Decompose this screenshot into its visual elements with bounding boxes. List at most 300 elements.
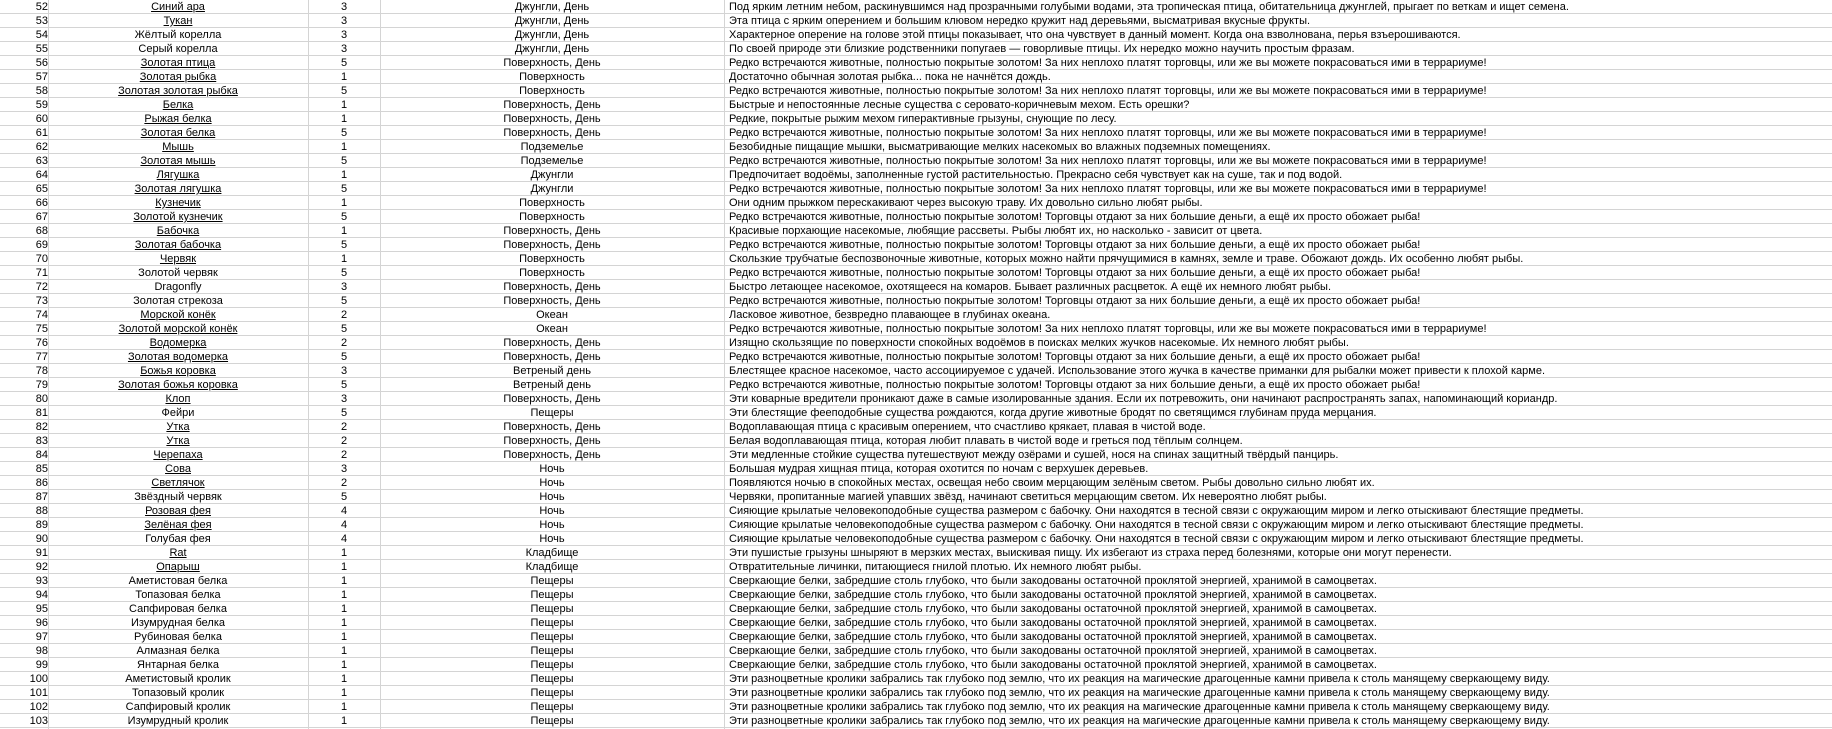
name-link[interactable]: Тукан xyxy=(163,15,193,27)
description-cell[interactable] xyxy=(729,420,1829,434)
name-cell[interactable] xyxy=(48,42,308,56)
rarity-cell[interactable] xyxy=(308,532,380,546)
name-cell[interactable] xyxy=(48,140,308,154)
location-cell[interactable] xyxy=(380,644,724,658)
table-row[interactable] xyxy=(0,644,1832,658)
description-cell[interactable] xyxy=(729,308,1829,322)
table-row[interactable] xyxy=(0,448,1832,462)
rarity-cell[interactable] xyxy=(308,252,380,266)
name-link[interactable]: Морской конёк xyxy=(140,309,216,321)
row-number-cell[interactable] xyxy=(0,574,48,588)
table-row[interactable] xyxy=(0,518,1832,532)
description-cell[interactable] xyxy=(729,532,1829,546)
location-cell[interactable] xyxy=(380,224,724,238)
description-cell[interactable] xyxy=(729,560,1829,574)
table-row[interactable] xyxy=(0,714,1832,728)
location-cell[interactable] xyxy=(380,364,724,378)
location-cell[interactable] xyxy=(380,28,724,42)
table-row[interactable] xyxy=(0,0,1832,14)
name-cell[interactable] xyxy=(48,462,308,476)
name-link[interactable]: Золотая белка xyxy=(140,127,216,139)
rarity-cell[interactable] xyxy=(308,714,380,728)
rarity-cell[interactable] xyxy=(308,168,380,182)
name-cell[interactable] xyxy=(48,518,308,532)
table-row[interactable] xyxy=(0,266,1832,280)
location-cell[interactable] xyxy=(380,182,724,196)
location-cell[interactable] xyxy=(380,84,724,98)
name-link[interactable]: Черепаха xyxy=(153,449,203,461)
row-number-cell[interactable] xyxy=(0,602,48,616)
location-cell[interactable] xyxy=(380,686,724,700)
description-cell[interactable] xyxy=(729,210,1829,224)
description-cell[interactable] xyxy=(729,350,1829,364)
row-number-cell[interactable] xyxy=(0,532,48,546)
location-cell[interactable] xyxy=(380,322,724,336)
description-cell[interactable] xyxy=(729,0,1829,14)
table-row[interactable] xyxy=(0,238,1832,252)
location-cell[interactable] xyxy=(380,504,724,518)
description-cell[interactable] xyxy=(729,658,1829,672)
description-cell[interactable] xyxy=(729,84,1829,98)
name-cell[interactable] xyxy=(48,406,308,420)
description-cell[interactable] xyxy=(729,280,1829,294)
name-link[interactable]: Золотая водомерка xyxy=(127,351,229,363)
table-row[interactable] xyxy=(0,574,1832,588)
rarity-cell[interactable] xyxy=(308,336,380,350)
name-link[interactable]: Белка xyxy=(162,99,194,111)
description-cell[interactable] xyxy=(729,518,1829,532)
row-number-cell[interactable] xyxy=(0,630,48,644)
location-cell[interactable] xyxy=(380,448,724,462)
name-cell[interactable] xyxy=(48,252,308,266)
row-number-cell[interactable] xyxy=(0,84,48,98)
row-number-cell[interactable] xyxy=(0,294,48,308)
table-row[interactable] xyxy=(0,616,1832,630)
rarity-cell[interactable] xyxy=(308,406,380,420)
name-cell[interactable] xyxy=(48,196,308,210)
row-number-cell[interactable] xyxy=(0,322,48,336)
name-cell[interactable] xyxy=(48,84,308,98)
description-cell[interactable] xyxy=(729,294,1829,308)
rarity-cell[interactable] xyxy=(308,112,380,126)
row-number-cell[interactable] xyxy=(0,336,48,350)
name-cell[interactable] xyxy=(48,182,308,196)
name-link[interactable]: Золотой морской конёк xyxy=(118,323,238,335)
rarity-cell[interactable] xyxy=(308,308,380,322)
row-number-cell[interactable] xyxy=(0,14,48,28)
name-cell[interactable] xyxy=(48,448,308,462)
name-link[interactable]: Сова xyxy=(165,463,191,475)
description-cell[interactable] xyxy=(729,574,1829,588)
row-number-cell[interactable] xyxy=(0,392,48,406)
table-row[interactable] xyxy=(0,182,1832,196)
rarity-cell[interactable] xyxy=(308,504,380,518)
rarity-cell[interactable] xyxy=(308,392,380,406)
name-link[interactable]: Rat xyxy=(169,547,187,559)
name-cell[interactable] xyxy=(48,616,308,630)
rarity-cell[interactable] xyxy=(308,700,380,714)
name-cell[interactable] xyxy=(48,210,308,224)
description-cell[interactable] xyxy=(729,490,1829,504)
description-cell[interactable] xyxy=(729,616,1829,630)
name-cell[interactable] xyxy=(48,112,308,126)
rarity-cell[interactable] xyxy=(308,42,380,56)
name-link[interactable]: Золотой кузнечик xyxy=(133,211,223,223)
rarity-cell[interactable] xyxy=(308,14,380,28)
rarity-cell[interactable] xyxy=(308,224,380,238)
table-row[interactable] xyxy=(0,98,1832,112)
description-cell[interactable] xyxy=(729,434,1829,448)
rarity-cell[interactable] xyxy=(308,84,380,98)
location-cell[interactable] xyxy=(380,560,724,574)
table-row[interactable] xyxy=(0,224,1832,238)
row-number-cell[interactable] xyxy=(0,686,48,700)
description-cell[interactable] xyxy=(729,224,1829,238)
row-number-cell[interactable] xyxy=(0,196,48,210)
name-cell[interactable] xyxy=(48,504,308,518)
row-number-cell[interactable] xyxy=(0,238,48,252)
rarity-cell[interactable] xyxy=(308,266,380,280)
rarity-cell[interactable] xyxy=(308,630,380,644)
description-cell[interactable] xyxy=(729,14,1829,28)
table-row[interactable] xyxy=(0,294,1832,308)
row-number-cell[interactable] xyxy=(0,658,48,672)
row-number-cell[interactable] xyxy=(0,126,48,140)
description-cell[interactable] xyxy=(729,196,1829,210)
table-row[interactable] xyxy=(0,28,1832,42)
description-cell[interactable] xyxy=(729,672,1829,686)
location-cell[interactable] xyxy=(380,350,724,364)
name-cell[interactable] xyxy=(48,658,308,672)
name-link[interactable]: Мышь xyxy=(162,141,194,153)
table-row[interactable] xyxy=(0,168,1832,182)
location-cell[interactable] xyxy=(380,532,724,546)
location-cell[interactable] xyxy=(380,392,724,406)
name-link[interactable]: Золотая бабочка xyxy=(134,239,222,251)
location-cell[interactable] xyxy=(380,70,724,84)
location-cell[interactable] xyxy=(380,490,724,504)
name-cell[interactable] xyxy=(48,154,308,168)
row-number-cell[interactable] xyxy=(0,448,48,462)
rarity-cell[interactable] xyxy=(308,56,380,70)
row-number-cell[interactable] xyxy=(0,518,48,532)
location-cell[interactable] xyxy=(380,154,724,168)
rarity-cell[interactable] xyxy=(308,560,380,574)
rarity-cell[interactable] xyxy=(308,154,380,168)
table-row[interactable] xyxy=(0,14,1832,28)
row-number-cell[interactable] xyxy=(0,378,48,392)
name-cell[interactable] xyxy=(48,280,308,294)
rarity-cell[interactable] xyxy=(308,476,380,490)
row-number-cell[interactable] xyxy=(0,0,48,14)
table-row[interactable] xyxy=(0,154,1832,168)
location-cell[interactable] xyxy=(380,588,724,602)
location-cell[interactable] xyxy=(380,602,724,616)
name-cell[interactable] xyxy=(48,588,308,602)
row-number-cell[interactable] xyxy=(0,644,48,658)
name-cell[interactable] xyxy=(48,350,308,364)
name-link[interactable]: Клоп xyxy=(165,393,191,405)
description-cell[interactable] xyxy=(729,392,1829,406)
table-row[interactable] xyxy=(0,252,1832,266)
description-cell[interactable] xyxy=(729,462,1829,476)
name-cell[interactable] xyxy=(48,574,308,588)
name-link[interactable]: Светлячок xyxy=(151,477,205,489)
row-number-cell[interactable] xyxy=(0,112,48,126)
name-cell[interactable] xyxy=(48,672,308,686)
name-link[interactable]: Золотая мышь xyxy=(140,155,216,167)
name-cell[interactable] xyxy=(48,420,308,434)
description-cell[interactable] xyxy=(729,700,1829,714)
description-cell[interactable] xyxy=(729,98,1829,112)
table-row[interactable] xyxy=(0,462,1832,476)
table-row[interactable] xyxy=(0,686,1832,700)
location-cell[interactable] xyxy=(380,616,724,630)
description-cell[interactable] xyxy=(729,378,1829,392)
rarity-cell[interactable] xyxy=(308,448,380,462)
name-link[interactable]: Золотая золотая рыбка xyxy=(118,85,238,97)
location-cell[interactable] xyxy=(380,196,724,210)
location-cell[interactable] xyxy=(380,252,724,266)
name-cell[interactable] xyxy=(48,266,308,280)
description-cell[interactable] xyxy=(729,140,1829,154)
table-row[interactable] xyxy=(0,322,1832,336)
row-number-cell[interactable] xyxy=(0,252,48,266)
name-link[interactable]: Синий ара xyxy=(151,1,205,13)
table-row[interactable] xyxy=(0,42,1832,56)
name-link[interactable]: Кузнечик xyxy=(155,197,201,209)
table-row[interactable] xyxy=(0,280,1832,294)
rarity-cell[interactable] xyxy=(308,294,380,308)
rarity-cell[interactable] xyxy=(308,350,380,364)
name-cell[interactable] xyxy=(48,0,308,14)
location-cell[interactable] xyxy=(380,574,724,588)
table-row[interactable] xyxy=(0,140,1832,154)
description-cell[interactable] xyxy=(729,266,1829,280)
location-cell[interactable] xyxy=(380,434,724,448)
rarity-cell[interactable] xyxy=(308,420,380,434)
description-cell[interactable] xyxy=(729,252,1829,266)
description-cell[interactable] xyxy=(729,644,1829,658)
name-cell[interactable] xyxy=(48,28,308,42)
location-cell[interactable] xyxy=(380,658,724,672)
name-cell[interactable] xyxy=(48,602,308,616)
name-cell[interactable] xyxy=(48,238,308,252)
rarity-cell[interactable] xyxy=(308,0,380,14)
rarity-cell[interactable] xyxy=(308,616,380,630)
rarity-cell[interactable] xyxy=(308,280,380,294)
table-row[interactable] xyxy=(0,406,1832,420)
location-cell[interactable] xyxy=(380,42,724,56)
rarity-cell[interactable] xyxy=(308,182,380,196)
row-number-cell[interactable] xyxy=(0,210,48,224)
table-row[interactable] xyxy=(0,392,1832,406)
rarity-cell[interactable] xyxy=(308,378,380,392)
row-number-cell[interactable] xyxy=(0,700,48,714)
location-cell[interactable] xyxy=(380,238,724,252)
name-cell[interactable] xyxy=(48,98,308,112)
row-number-cell[interactable] xyxy=(0,350,48,364)
description-cell[interactable] xyxy=(729,154,1829,168)
name-link[interactable]: Рыжая белка xyxy=(144,113,212,125)
description-cell[interactable] xyxy=(729,476,1829,490)
table-row[interactable] xyxy=(0,476,1832,490)
location-cell[interactable] xyxy=(380,280,724,294)
table-row[interactable] xyxy=(0,434,1832,448)
rarity-cell[interactable] xyxy=(308,658,380,672)
location-cell[interactable] xyxy=(380,630,724,644)
location-cell[interactable] xyxy=(380,462,724,476)
table-row[interactable] xyxy=(0,336,1832,350)
rarity-cell[interactable] xyxy=(308,196,380,210)
name-link[interactable]: Розовая фея xyxy=(145,505,211,517)
row-number-cell[interactable] xyxy=(0,546,48,560)
name-link[interactable]: Утка xyxy=(166,421,190,433)
row-number-cell[interactable] xyxy=(0,182,48,196)
location-cell[interactable] xyxy=(380,112,724,126)
name-link[interactable]: Золотая птица xyxy=(140,57,216,69)
rarity-cell[interactable] xyxy=(308,462,380,476)
row-number-cell[interactable] xyxy=(0,616,48,630)
description-cell[interactable] xyxy=(729,546,1829,560)
description-cell[interactable] xyxy=(729,182,1829,196)
location-cell[interactable] xyxy=(380,406,724,420)
rarity-cell[interactable] xyxy=(308,602,380,616)
row-number-cell[interactable] xyxy=(0,42,48,56)
location-cell[interactable] xyxy=(380,266,724,280)
location-cell[interactable] xyxy=(380,140,724,154)
rarity-cell[interactable] xyxy=(308,686,380,700)
row-number-cell[interactable] xyxy=(0,504,48,518)
table-row[interactable] xyxy=(0,630,1832,644)
location-cell[interactable] xyxy=(380,336,724,350)
name-link[interactable]: Утка xyxy=(166,435,190,447)
table-row[interactable] xyxy=(0,588,1832,602)
rarity-cell[interactable] xyxy=(308,210,380,224)
name-cell[interactable] xyxy=(48,714,308,728)
table-row[interactable] xyxy=(0,210,1832,224)
location-cell[interactable] xyxy=(380,0,724,14)
name-link[interactable]: Золотая лягушка xyxy=(134,183,222,195)
table-row[interactable] xyxy=(0,84,1832,98)
row-number-cell[interactable] xyxy=(0,224,48,238)
name-cell[interactable] xyxy=(48,686,308,700)
name-cell[interactable] xyxy=(48,392,308,406)
description-cell[interactable] xyxy=(729,504,1829,518)
row-number-cell[interactable] xyxy=(0,280,48,294)
table-row[interactable] xyxy=(0,308,1832,322)
row-number-cell[interactable] xyxy=(0,462,48,476)
table-row[interactable] xyxy=(0,420,1832,434)
location-cell[interactable] xyxy=(380,378,724,392)
name-cell[interactable] xyxy=(48,322,308,336)
row-number-cell[interactable] xyxy=(0,154,48,168)
description-cell[interactable] xyxy=(729,322,1829,336)
table-row[interactable] xyxy=(0,56,1832,70)
description-cell[interactable] xyxy=(729,602,1829,616)
description-cell[interactable] xyxy=(729,630,1829,644)
row-number-cell[interactable] xyxy=(0,714,48,728)
row-number-cell[interactable] xyxy=(0,490,48,504)
table-row[interactable] xyxy=(0,378,1832,392)
name-cell[interactable] xyxy=(48,336,308,350)
row-number-cell[interactable] xyxy=(0,308,48,322)
description-cell[interactable] xyxy=(729,714,1829,728)
table-row[interactable] xyxy=(0,504,1832,518)
name-cell[interactable] xyxy=(48,56,308,70)
table-row[interactable] xyxy=(0,658,1832,672)
rarity-cell[interactable] xyxy=(308,98,380,112)
table-row[interactable] xyxy=(0,546,1832,560)
description-cell[interactable] xyxy=(729,168,1829,182)
rarity-cell[interactable] xyxy=(308,140,380,154)
row-number-cell[interactable] xyxy=(0,560,48,574)
rarity-cell[interactable] xyxy=(308,434,380,448)
name-link[interactable]: Божья коровка xyxy=(140,365,216,377)
rarity-cell[interactable] xyxy=(308,644,380,658)
name-link[interactable]: Водомерка xyxy=(149,337,207,349)
table-row[interactable] xyxy=(0,532,1832,546)
location-cell[interactable] xyxy=(380,546,724,560)
table-row[interactable] xyxy=(0,350,1832,364)
row-number-cell[interactable] xyxy=(0,28,48,42)
rarity-cell[interactable] xyxy=(308,518,380,532)
rarity-cell[interactable] xyxy=(308,28,380,42)
table-row[interactable] xyxy=(0,700,1832,714)
table-row[interactable] xyxy=(0,70,1832,84)
row-number-cell[interactable] xyxy=(0,476,48,490)
location-cell[interactable] xyxy=(380,700,724,714)
description-cell[interactable] xyxy=(729,112,1829,126)
row-number-cell[interactable] xyxy=(0,98,48,112)
rarity-cell[interactable] xyxy=(308,588,380,602)
location-cell[interactable] xyxy=(380,714,724,728)
description-cell[interactable] xyxy=(729,70,1829,84)
table-row[interactable] xyxy=(0,560,1832,574)
rarity-cell[interactable] xyxy=(308,322,380,336)
description-cell[interactable] xyxy=(729,336,1829,350)
row-number-cell[interactable] xyxy=(0,266,48,280)
description-cell[interactable] xyxy=(729,364,1829,378)
name-cell[interactable] xyxy=(48,70,308,84)
location-cell[interactable] xyxy=(380,14,724,28)
location-cell[interactable] xyxy=(380,672,724,686)
description-cell[interactable] xyxy=(729,686,1829,700)
location-cell[interactable] xyxy=(380,420,724,434)
description-cell[interactable] xyxy=(729,28,1829,42)
location-cell[interactable] xyxy=(380,126,724,140)
table-row[interactable] xyxy=(0,672,1832,686)
rarity-cell[interactable] xyxy=(308,364,380,378)
name-link[interactable]: Золотая рыбка xyxy=(139,71,217,83)
row-number-cell[interactable] xyxy=(0,70,48,84)
name-cell[interactable] xyxy=(48,126,308,140)
name-cell[interactable] xyxy=(48,378,308,392)
name-cell[interactable] xyxy=(48,364,308,378)
row-number-cell[interactable] xyxy=(0,140,48,154)
table-row[interactable] xyxy=(0,196,1832,210)
row-number-cell[interactable] xyxy=(0,588,48,602)
name-cell[interactable] xyxy=(48,532,308,546)
row-number-cell[interactable] xyxy=(0,420,48,434)
table-row[interactable] xyxy=(0,112,1832,126)
description-cell[interactable] xyxy=(729,448,1829,462)
description-cell[interactable] xyxy=(729,56,1829,70)
row-number-cell[interactable] xyxy=(0,406,48,420)
rarity-cell[interactable] xyxy=(308,126,380,140)
name-cell[interactable] xyxy=(48,630,308,644)
rarity-cell[interactable] xyxy=(308,546,380,560)
